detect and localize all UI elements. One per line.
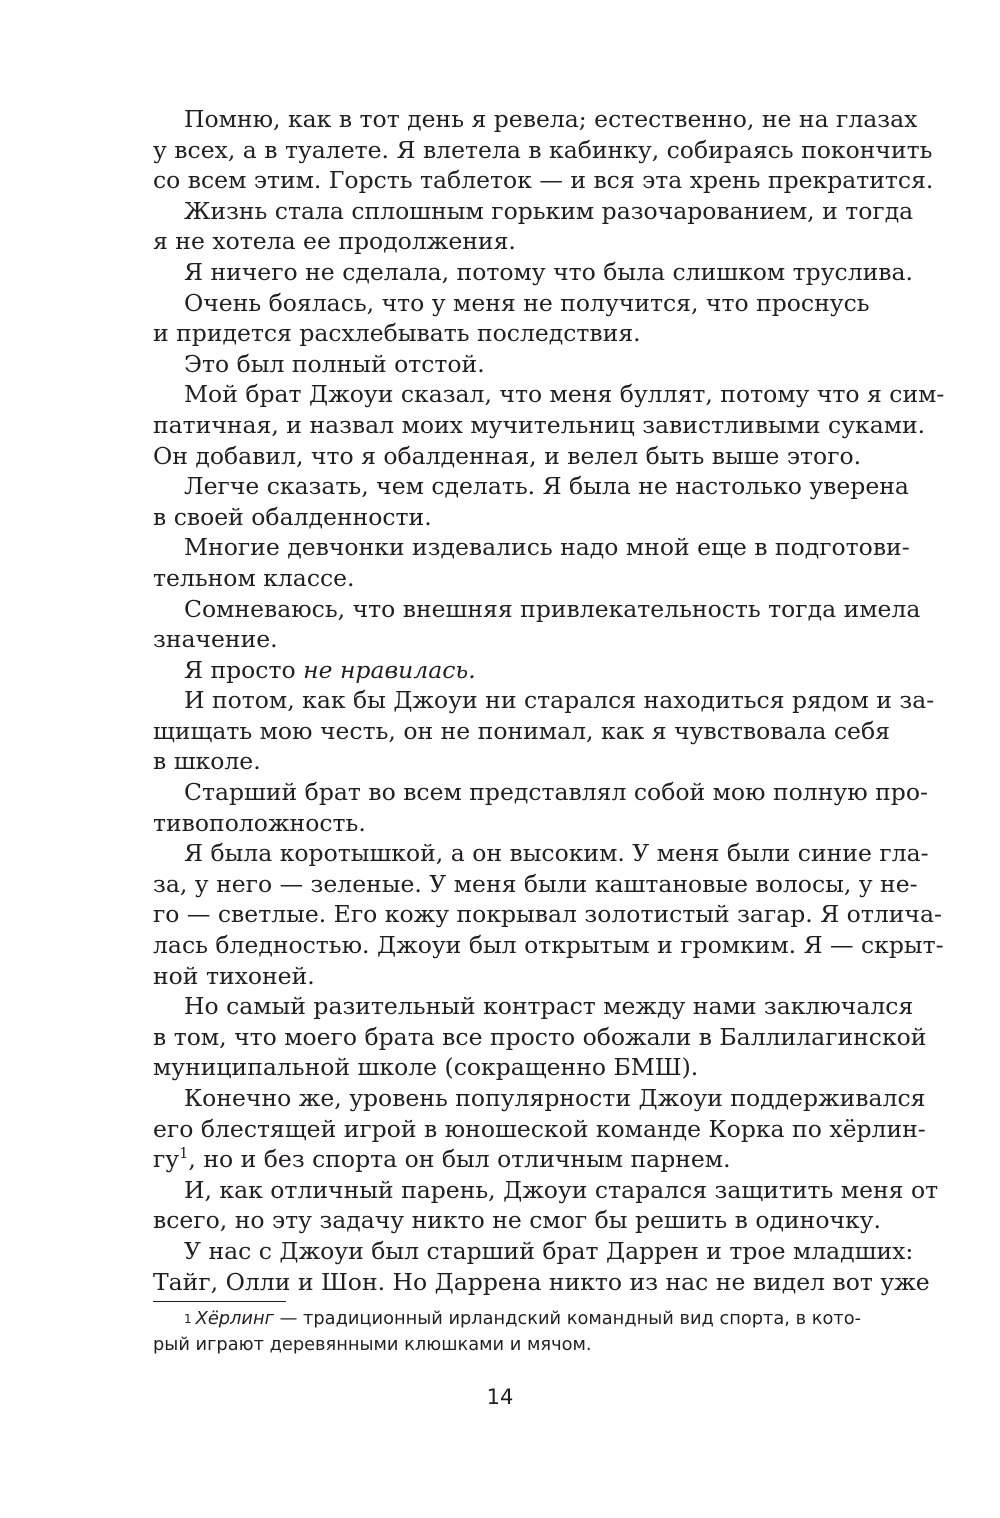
text-line: Тайг, Олли и Шон. Но Даррена никто из нас не видел вот уже — [153, 1267, 930, 1296]
text-line — [153, 655, 889, 686]
text-line: Конечно же, уровень популярности Джоуи поддерживался — [184, 1084, 926, 1112]
text-line: Очень боялась, что у меня не получится, что проснусь — [184, 288, 870, 317]
text-line: муниципальной школе (сокращенно БМШ). — [153, 1053, 699, 1082]
text-line: Помню, как в тот день я ревела; естественно, не на глазах — [184, 105, 918, 133]
text-line: Я была коротышкой, а он высоким. У меня были синие гла- — [184, 839, 929, 868]
text-line: за, у него — зеленые. У меня были каштановые волосы, у не- — [153, 869, 918, 898]
text-line: Старший брат во всем представлял собой мою полную про- — [184, 778, 928, 807]
footnote-line: рый играют деревянными клюшками и мячом. — [153, 1333, 592, 1355]
text-line: Но самый разительный контраст между нами заключался — [184, 992, 914, 1021]
text-line: Легче сказать, чем сделать. Я была не настолько уверена — [184, 472, 909, 501]
text-line: его блестящей игрой в юношеской команде Корка по хёрлин- — [153, 1114, 926, 1143]
text-line: Многие девчонки издевались надо мной еще в подготови- — [184, 533, 910, 562]
text-line: и придется расхлебывать последствия. — [153, 319, 641, 348]
footnote-reference[interactable]: 1 — [179, 1145, 189, 1163]
text-line: со всем этим. Горсть таблеток — и вся эта хрень прекратится. — [153, 166, 934, 195]
text-line: у всех, а в туалете. Я влетела в кабинку, собираясь покончить — [153, 135, 933, 164]
footnote-definition: — традиционный ирландский командный вид спорта, в кото- — [273, 1308, 861, 1329]
footnote-line — [153, 1306, 889, 1332]
text-line: Я ничего не сделала, потому что была слишком труслива. — [184, 257, 914, 286]
text-line: тельном классе. — [153, 563, 355, 592]
text-line: ной тихоней. — [153, 961, 315, 990]
text-line: в том, что моего брата все просто обожали в Баллилагинской — [153, 1022, 927, 1051]
text-line: щищать мою честь, он не понимал, как я чувствовала себя — [153, 716, 890, 745]
text-line: значение. — [153, 625, 278, 654]
footnote-term: Хёрлинг — [195, 1308, 274, 1329]
text-line: Это был полный отстой. — [184, 349, 485, 378]
text-line: лась бледностью. Джоуи был открытым и громким. Я — скрыт- — [153, 931, 944, 960]
main-text — [153, 104, 945, 1297]
text-segment: Я просто — [184, 655, 304, 684]
footnote — [153, 1306, 889, 1357]
text-line: патичная, и назвал моих мучительниц завистливыми суками. — [153, 410, 926, 439]
text-line: в своей обалденности. — [153, 502, 432, 531]
text-line: в школе. — [153, 747, 261, 776]
text-line: тивоположность. — [153, 808, 366, 837]
text-line: я не хотела ее продолжения. — [153, 227, 516, 256]
text-line: Жизнь стала сплошным горьким разочарованием, и тогда — [184, 196, 914, 225]
text-line: И, как отличный парень, Джоуи старался защитить меня от — [184, 1175, 939, 1204]
footnote-marker: 1 — [184, 1312, 192, 1326]
text-line: го — светлые. Его кожу покрывал золотистый загар. Я отлича- — [153, 900, 942, 929]
text-line: У нас с Джоуи был старший брат Даррен и трое младших: — [184, 1236, 914, 1265]
text-line: И потом, как бы Джоуи ни старался находиться рядом и за- — [184, 686, 935, 715]
text-line: Сомневаюсь, что внешняя привлекательность тогда имела — [184, 594, 921, 623]
text-line: всего, но эту задачу никто не смог бы решить в одиночку. — [153, 1206, 881, 1235]
page-number: 14 — [486, 1385, 514, 1409]
text-segment: гу — [153, 1145, 180, 1174]
footnote-divider — [153, 1301, 286, 1302]
text-segment: , но и без спорта он был отличным парнем. — [188, 1145, 731, 1174]
emphasis-text: не нравилась. — [303, 655, 476, 684]
text-line: Он добавил, что я обалденная, и велел быть выше этого. — [153, 441, 862, 470]
text-line — [153, 1144, 889, 1175]
text-line: Мой брат Джоуи сказал, что меня буллят, потому что я сим- — [184, 380, 945, 409]
